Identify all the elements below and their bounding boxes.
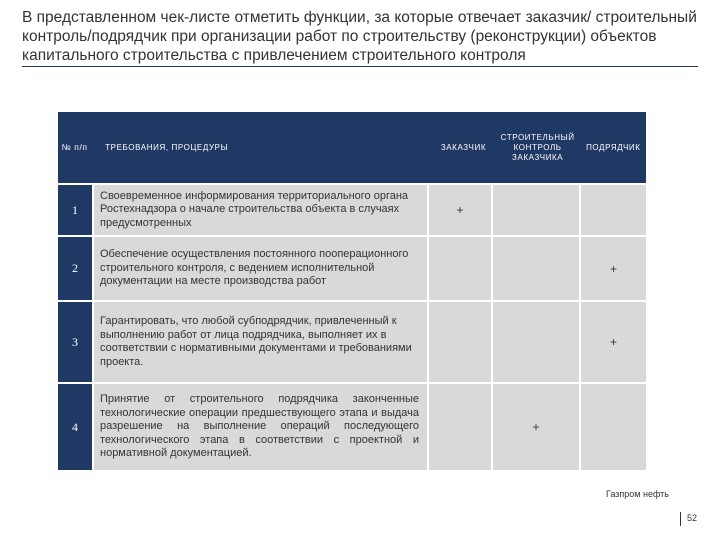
control-mark: [491, 302, 579, 382]
row-requirement: Принятие от строительного подрядчика законченные технологические операции предшествующего этапа и выдача разрешение на выполнение операций последующего технологического этапа в соответствии с проектной и нормативной документацией.: [92, 384, 427, 470]
table-row: [58, 300, 646, 382]
contractor-mark: [579, 384, 646, 470]
page-number: 52: [687, 513, 698, 523]
table-row: [58, 382, 646, 470]
customer-mark: [427, 384, 491, 470]
customer-mark: [427, 237, 491, 300]
contractor-mark: +: [579, 237, 646, 300]
contractor-mark: +: [579, 302, 646, 382]
header-customer: ЗАКАЗЧИК: [440, 142, 487, 152]
header-construction-control: СТРОИТЕЛЬНЫЙ КОНТРОЛЬ ЗАКАЗЧИКА: [500, 132, 575, 162]
control-mark: [491, 185, 579, 235]
page-divider: [680, 512, 681, 526]
page-heading: В представленном чек-листе отметить функции, за которые отвечает заказчик/ строительный контроль/подрядчик при организации работ по строительству (реконструкции) объектов капитального строительства с привлечением строительного контроля: [22, 8, 698, 67]
header-num: № п/п: [61, 142, 88, 152]
table-row: [58, 183, 646, 235]
contractor-mark: [579, 185, 646, 235]
row-requirement: Своевременное информирования территориального органа Ростехнадзора о начале строительства объекта в случаях предусмотренных: [92, 185, 427, 235]
checklist-table: [58, 112, 646, 470]
row-requirement: Обеспечение осуществления постоянного пооперационного строительного контроля, с ведением исполнительной документации на месте производства работ: [92, 237, 427, 300]
row-number: 4: [58, 384, 92, 470]
brand-label: Газпром нефть: [606, 489, 669, 499]
row-number: 2: [58, 237, 92, 300]
header-contractor: ПОДРЯДЧИК: [586, 142, 641, 152]
customer-mark: +: [427, 185, 491, 235]
customer-mark: [427, 302, 491, 382]
control-mark: [491, 237, 579, 300]
control-mark: +: [491, 384, 579, 470]
row-requirement: Гарантировать, что любой субподрядчик, привлеченный к выполнению работ от лица подрядчика, выполняет их в соответствии с нормативными документами и требованиями проекта.: [92, 302, 427, 382]
row-number: 3: [58, 302, 92, 382]
row-number: 1: [58, 185, 92, 235]
header-requirements: ТРЕБОВАНИЯ, ПРОЦЕДУРЫ: [105, 142, 229, 152]
table-header: [58, 112, 646, 183]
table-row: [58, 235, 646, 300]
